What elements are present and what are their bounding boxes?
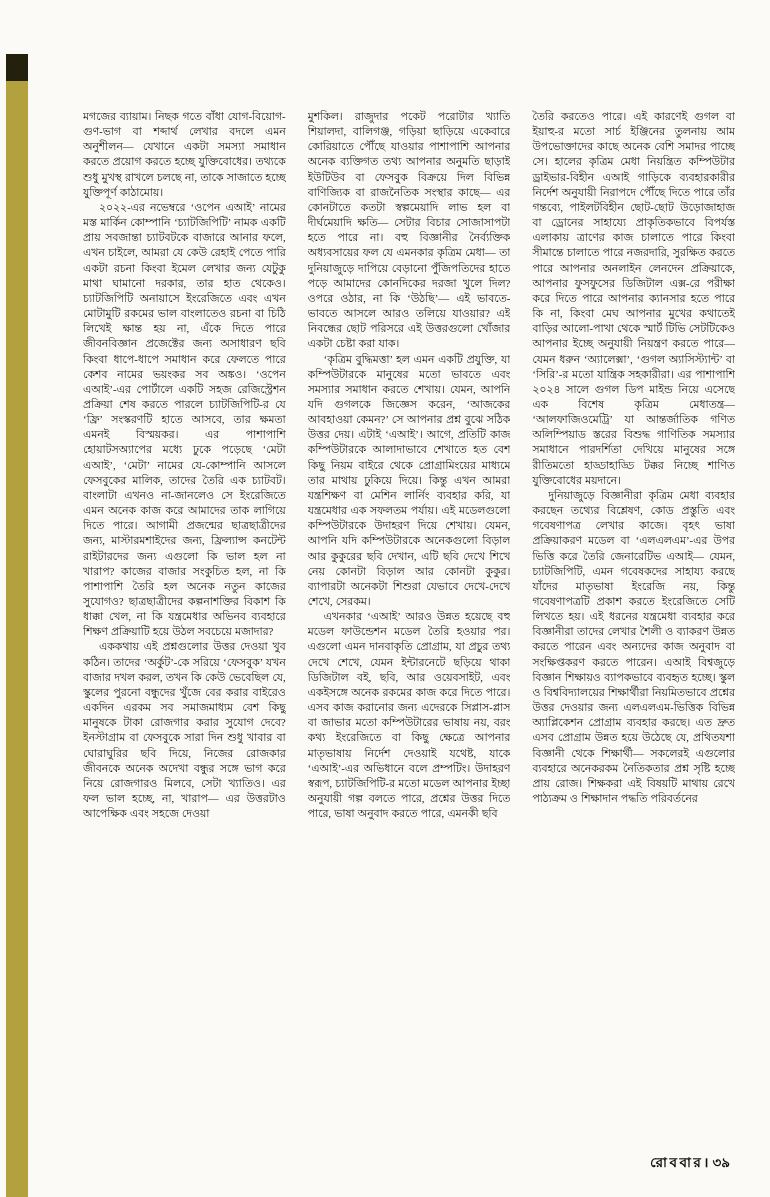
page-footer	[650, 1152, 730, 1175]
article-paragraph: এককথায় এই প্রশ্নগুলোর উত্তর দেওয়া খুব কঠিন। তাদের ‘অর্কুট’-কে সরিয়ে ‘ফেসবুক’ যখন বাজার দখল করল, তখন কি কেউ ভেবেছিল যে, স্কুলের পুরনো বন্ধুদের খুঁজে বের করার বাইরেও একদিন এরকম সব সমাজমাধ্যম বেশ কিছু মানুষকে টাকা রোজগার করার সুযোগ দেবে? ইনস্টাগ্রাম বা ফেসবুকে সারা দিন শুধু খাবার বা ঘোরাঘুরির ছবি দিয়ে, নিজের রোজকার জীবনকে অনেক অদেখা বন্ধুর সঙ্গে ভাগ করে নিয়ে রোজগারও মিলবে, সেটা খ্যাতিও। এর ফল ভাল হচ্ছে, না, খারাপ— এর উত্তরটাও আপেক্ষিক এবং সহজে দেওয়া	[83, 641, 286, 821]
article-paragraph: তৈরি করতেও পারে। এই কারণেই গুগল বা ইয়াহু-র মতো সার্চ ইঞ্জিনের তুলনায় আম উপভোক্তাদের কাছে অনেক বেশি সমাদর পাচ্ছে সে। হালের কৃত্রিম মেধা নিয়ন্ত্রিত কম্পিউটার ড্রাইভার-বিহীন এআই গাড়িকে ব্যবহারকারীর নির্দেশ অনুযায়ী নিরাপদে পৌঁছে দিতে পারে তাঁর গন্তব্যে, পাইলটবিহীন ছোট-ছোট উড়োজাহাজ বা ড্রোনের সাহায্যে প্রাকৃতিকভাবে বিপর্যস্ত এলাকায় ত্রাণের কাজ চালাতে পারে কিংবা সীমান্তে চালাতে পারে নজরদারি, সুরক্ষিত করতে পারে আপনার অনলাইন লেনদেন প্রক্রিয়াকে, আপনার ফুসফুসের ডিজিটাল এক্স-রে পরীক্ষা করে দিতে পারে আপনার ক্যানসার হতে পারে কি না, কিংবা মেঘ আপনার মুখের কথাতেই বাড়ির আলো-পাখা থেকে স্মার্ট টিভি সেটটিকেও আপনার ইচ্ছে অনুযায়ী নিয়ন্ত্রণ করতে পারে— যেমন ধরুন ‘অ্যালেক্সা’, ‘গুগল অ্যাসিস্ট্যান্ট’ বা ‘সিরি’-র মতো যান্ত্রিক সহকারীরা। এর পাশাপাশি ২০২৪ সালে গুগল ডিপ মাইন্ড নিয়ে এসেছে এক বিশেষ কৃত্রিম মেধাতন্ত্র— ‘আলফাজিওমেট্রি’ যা আন্তর্জাতিক গণিত অলিম্পিয়াড স্তরের বিশুদ্ধ গাণিতিক সমস্যার সমাধানে পারদর্শিতা দেখিয়ে মানুষের সঙ্গে রীতিমতো হাড্ডাহাড্ডি টক্কর নিচ্ছে শাণিত যুক্তিবোধের ময়দানে।	[532, 111, 735, 487]
text-column-2	[308, 110, 511, 1124]
article-paragraph: ২০২২-এর নভেম্বরে ‘ওপেন এআই’ নামের মস্ত মার্কিন কোম্পানি ‘চ্যাটজিপিটি’ নামক একটি প্রায় সবজান্তা চ্যাটবটকে বাজারে আনার ফলে, এখন চাইলে, আমরা যে কেউ রেহাই পেতে পারি একটা রচনা কিংবা ইমেল লেখার জন্য যেটুকু মাথা ঘামানো দরকার, তার হাত থেকেও। চ্যাটজিপিটি অনায়াসে ইংরেজিতে এবং এখন মোটামুটি রকমের ভাল বাংলাতেও রচনা বা চিঠি লিখেই ক্ষান্ত হয় না, এঁকে দিতে পারে জীবনবিজ্ঞান প্রজেক্টের জন্য অসাধারণ ছবি কিংবা ধাপে-ধাপে সমাধান করে ফেলতে পারে কেশব নামের ভয়ংকর সব অঙ্কও। ‘ওপেন এআই’-এর পোর্টালে একটি সহজ রেজিস্ট্রেশন প্রক্রিয়া শেষ করতে পারলে চ্যাটজিপিটি-র যে ‘ফ্রি’ সংস্করণটি হাতে আসবে, তার ক্ষমতা এমনই বিস্ময়কর। এর পাশাপাশি হোয়াটসঅ্যাপের মধ্যে ঢুকে পড়েছে ‘মেটা এআই’, ‘মেটা’ নামের যে-কোম্পানি আসলে ফেসবুকের মালিক, তাদের তৈরি এক চ্যাটবট। বাংলাটা এখনও না-জানলেও সে ইংরেজিতে এমন অনেক কাজ করে আমাদের তাক লাগিয়ে দিতে পারে। আগামী প্রজন্মের ছাত্রছাত্রীদের জন্য, মাস্টারমশাইদের জন্য, ফ্রিল্যান্স কনটেন্ট রাইটারদের জন্য এগুলো কি ভাল হল না খারাপ? কাজের বাজার সংকুচিত হল, না কি পাশাপাশি তৈরি হল অনেক নতুন কাজের সুযোগও? ছাত্রছাত্রীদের কল্পনাশক্তির বিকাশ কি ধাক্কা খেল, না কি যন্ত্রমেধার অভিনব ব্যবহারে শিক্ষণ প্রক্রিয়াটি হয়ে উঠল সবচেয়ে মজাদার?	[83, 201, 286, 639]
magazine-name: রোববার	[650, 1155, 704, 1170]
text-column-1	[83, 110, 286, 1124]
article-paragraph: মগজের ব্যায়াম। নিছক গতে বাঁধা যোগ-বিয়োগ-গুণ-ভাগ বা শব্দার্থ লেখার বদলে এমন অনুশীলন— যেখানে একটা সমস্যা সমাধান করতে প্রয়োগ করতে হচ্ছে যুক্তিবোধের। তথ্যকে শুধু মুখস্থ রাখলে চলছে না, তাকে সাজাতে হচ্ছে যুক্তিপূর্ণ কাঠামোয়।	[83, 111, 286, 199]
text-column-3	[532, 110, 735, 1124]
article-paragraph: মুশকিল। রাজুদার পকেট পরোটার খ্যাতি শিয়ালদা, বালিগঞ্জ, গড়িয়া ছাড়িয়ে একেবারে কোরিয়াতে পৌঁছে যাওয়ার পাশাপাশি আপনার অনেক ব্যক্তিগত তথ্য আপনার অনুমতি ছাড়াই ইউটিউব বা ফেসবুক বিক্রয়ে দিল বিভিন্ন বাণিজ্যিক বা রাজনৈতিক সংস্থার কাছে— এর কোনটাতে কতটা স্বল্পমেয়াদি লাভ হল বা দীর্ঘমেয়াদি ক্ষতি— সেটার বিচার সোজাসাপটা হতে পারে না। বহু বিজ্ঞানীর নৈর্ব্যক্তিক অধ্যবসায়ের ফল যে এমনকার কৃত্রিম মেধা— তা দুনিয়াজুড়ে দাপিয়ে বেড়ানো পুঁজিপতিদের হাতে পড়ে আমাদের কোনদিকের দরজা খুলে দিল? ওপরে ওঠার, না কি ‘উঠছি’— এই ভাবতে-ভাবতে আসলে আরও তলিয়ে যাওয়ার? এই নিবন্ধের ছোট পরিসরে এই উত্তরগুলো খোঁজার একটা চেষ্টা করা যাক।	[307, 111, 511, 351]
footer-separator: ।	[703, 1155, 709, 1170]
article-paragraph: দুনিয়াজুড়ে বিজ্ঞানীরা কৃত্রিম মেধা ব্যবহার করছেন তথ্যের বিশ্লেষণ, কোড প্রস্তুতি এবং গবেষণাপত্র লেখার কাজে। বৃহৎ ভাষা প্রক্রিয়াকরণ মডেল বা ‘এলএলএম’-এর উপর ভিত্তি করে তৈরি জেনারেটিভ এআই— যেমন, চ্যাটজিপিটি, এমন গবেষকদের সাহায্য করছে যাঁদের মাতৃভাষা ইংরেজি নয়, কিন্তু গবেষণাপত্রটি প্রকাশ করতে ইংরেজিতে সেটি লিখতে হয়। এই ধরনের যন্ত্রমেধা ব্যবহার করে বিজ্ঞানীরা তাদের লেখার শৈলী ও ব্যাকরণ উন্নত করতে পারেন এবং অন্যদের কাজ অনুবাদ বা সংক্ষিপ্তকরণ করতে পারেন। এআই বিশ্বজুড়ে বিজ্ঞান শিক্ষায়ও ব্যাপকভাবে ব্যবহৃত হচ্ছে। স্কুল ও বিশ্ববিদ্যালয়ের শিক্ষার্থীরা নিয়মিতভাবে প্রশ্নের উত্তর দেওয়ার জন্য এলএলএম-ভিত্তিক বিভিন্ন অ্যাপ্লিকেশন প্রোগ্রাম ব্যবহার করছে। এত দ্রুত এসব প্রোগ্রাম উন্নত হয়ে উঠেছে যে, প্রথিতযশা বিজ্ঞানী থেকে শিক্ষার্থী— সকলেরই এগুলোর ব্যবহারে অনেকরকম নৈতিকতার প্রশ্ন সৃষ্টি হচ্ছে প্রায় রোজ। শিক্ষকরা এই বিষয়টি মাথায় রেখে পাঠ্যক্রম ও শিক্ষাদান পদ্ধতি পরিবর্তনের	[532, 489, 735, 806]
spine-top-block	[6, 54, 28, 81]
spine-strip	[6, 54, 28, 1197]
article-paragraph: এখনকার ‘এআই’ আরও উন্নত হয়েছে বহু মডেল ফাউন্ডেশন মডেল তৈরি হওয়ার পর। এগুলো এমন দানবাকৃতি প্রোগ্রাম, যা প্রচুর তথ্য দেখে শেখে, যেমন ইন্টারনেটে ছড়িয়ে থাকা ডিজিটাল বই, ছবি, আর ওয়েবসাইট, এবং একইসঙ্গে অনেক রকমের কাজ করে দিতে পারে। এসব কাজ করানোর জন্য এদেরকে সিপ্লাস-প্লাস বা জাভার মতো কম্পিউটারের ভাষায় নয়, বরং কথ্য ইংরেজিতে বা কিছু ক্ষেত্রে আপনার মাতৃভাষায় নির্দেশ দেওয়াই যথেষ্ট, যাকে ‘এআই’-এর অভিধানে বলে প্রম্পটিং। উদাহরণ স্বরূপ, চ্যাটজিপিটি-র মতো মডেল আপনার ইচ্ছা অনুযায়ী গল্প বলতে পারে, প্রশ্নের উত্তর দিতে পারে, ভাষা অনুবাদ করতে পারে, এমনকী ছবি	[307, 611, 511, 821]
page-number: ৩৯	[712, 1155, 730, 1170]
article-paragraph: ‘কৃত্রিম বুদ্ধিমত্তা’ হল এমন একটি প্রযুক্তি, যা কম্পিউটারকে মানুষের মতো ভাবতে এবং সমস্যার সমাধান করতে শেখায়। যেমন, আপনি যদি গুগলকে জিজ্ঞেস করেন, ‘আজকের আবহাওয়া কেমন?’ সে আপনার প্রশ্ন বুঝে সঠিক উত্তর দেয়। এটাই ‘এআই’। আগে, প্রতিটি কাজ কম্পিউটারকে আলাদাভাবে শেখাতে হত বেশ কিছু নিয়ম বাইরে থেকে প্রোগ্রামিংয়ের মাধ্যমে তার মাথায় ঢুকিয়ে দিয়ে। কিন্তু এখন আমরা যন্ত্রশিক্ষণ বা মেশিন লার্নিং ব্যবহার করি, যা যন্ত্রমেধার এক সফলতম পর্যায়। এই মডেলগুলো কম্পিউটারকে উদাহরণ দিয়ে শেখায়। যেমন, আপনি যদি কম্পিউটারকে অনেকগুলো বিড়াল আর কুকুরের ছবি দেখান, এটি ছবি দেখে শিখে নেয় কোনটা বিড়াল আর কোনটা কুকুর। ব্যাপারটা অনেকটা শিশুরা যেভাবে দেখে-দেখে শেখে, সেরকম।	[307, 353, 511, 608]
article-body	[83, 110, 735, 1124]
